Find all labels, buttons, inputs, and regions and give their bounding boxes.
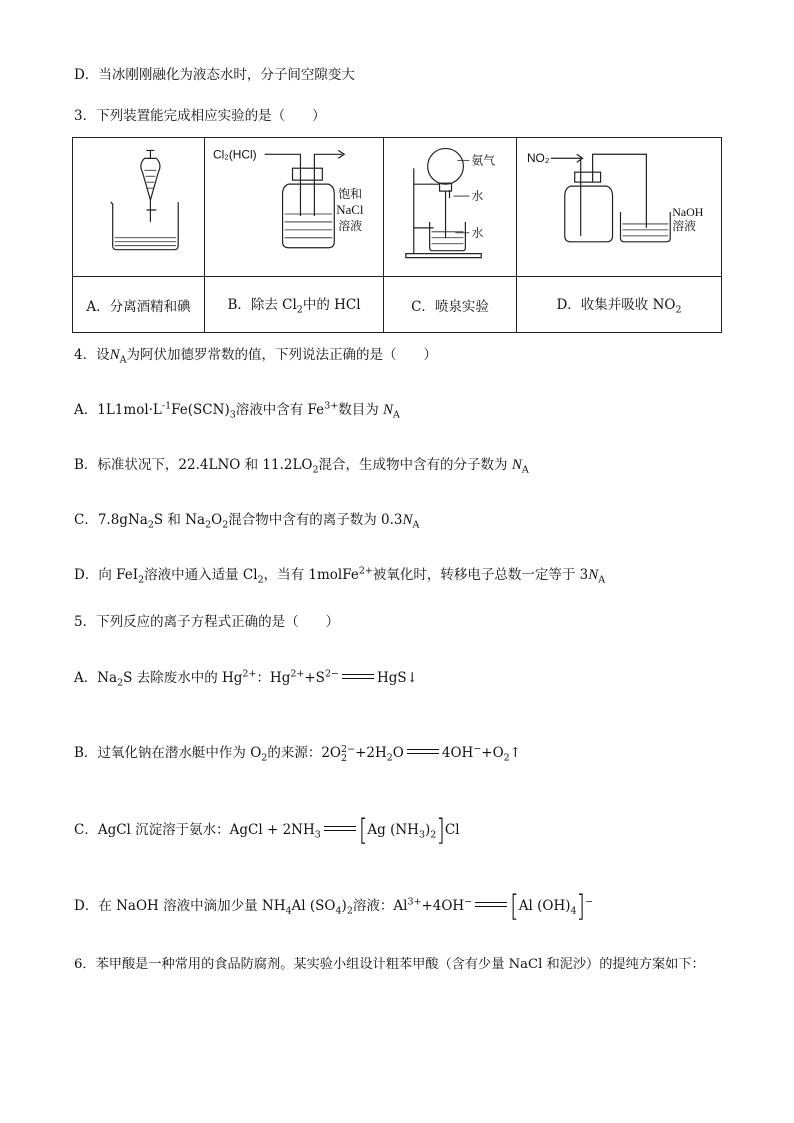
d-label-1: NaOH [672,204,704,219]
c-label-1: 氨气 [471,153,496,168]
q4-option-d: D．向 FeI$_2$溶液中通入适量 $Cl_2$，当有 1molFe$^{2+}$被氧化时，转移电子总数一定等于 $3N_A$ [74,565,606,586]
q5-option-c: C．AgCl 沉淀溶于氨水：AgCl + $2NH_3$ [Ag $(NH_3)_2]Cl$ [74,814,460,849]
q6-stem: 6．苯甲酸是一种常用的食品防腐剂。某实验小组设计粗苯甲酸（含有少量 NaCl 和泥沙）的提纯方案如下： [74,957,705,972]
q4-option-a: A．$1L1mol\cdot L^{-1}Fe(SCN)_3$溶液中含有 $Fe^{3+}$数目为 $N_A$ [74,400,400,421]
q5-stem: 5．下列反应的离子方程式正确的是（ ） [74,614,340,630]
caption-b: B．除去 $Cl_2$中的 HCl [205,277,384,333]
caption-c: C．喷泉实验 [384,277,517,333]
equals-sign [407,749,439,754]
apparatus-d-cell [517,138,722,277]
equals-sign [342,674,374,679]
separatory-funnel-figure [73,138,204,276]
b-label-3: 溶液 [338,218,363,233]
b-label-2: NaCl [336,201,364,217]
q5-option-d: D．在 NaOH 溶液中滴加少量 $NH_4Al$ $(SO_4)_2$溶液：$Al^{3+}+4OH^-$ [Al $(OH)_4]^-$ [74,890,594,925]
fountain-experiment-figure [384,138,516,276]
q4-option-b: B．标准状况下，22.4LNO 和 $11.2LO_2$混合，生成物中含有的分子数为 $N_A$ [74,457,529,476]
caption-d: D．收集并吸收 $NO_2$ [517,277,722,333]
caption-a: A．分离酒精和碘 [73,277,205,333]
equals-sign [324,826,356,831]
q2-option-d: D．当冰刚刚融化为液态水时，分子间空隙变大 [74,67,355,83]
c-label-3: 水 [471,225,484,240]
q3-stem: 3．下列装置能完成相应实验的是（ ） [74,108,326,124]
c-label-2: 水 [471,189,484,204]
no2-collection-figure [517,138,721,276]
b-gas-label: Cl₂(HCl) [212,147,257,162]
q4-option-c: C．7.8gNa$_2$S 和 $Na_2O_2$混合物中含有的离子数为 $0.3N_A$ [74,512,420,531]
q5-option-b: B．过氧化钠在潜水艇中作为 $O_2$的来源：$2O_2^{2-}+2H_2O$ $4OH^-+O_2↑$ [74,743,522,764]
apparatus-b-cell [205,138,384,277]
q4-stem: 4．设$N_A$为阿伏加德罗常数的值，下列说法正确的是（ ） [74,347,437,366]
apparatus-c-cell [384,138,517,277]
gas-washing-bottle-figure [205,138,383,276]
b-label-1: 饱和 [338,187,363,202]
d-label-2: 溶液 [672,218,697,233]
equals-sign [475,902,507,907]
q5-option-a: A．$Na_2S$ 去除废水中的 $Hg^{2+}$：$Hg^{2+}+S^{2-}$ HgS↓ [74,668,418,689]
d-gas-label: NO₂ [526,151,550,166]
apparatus-a-cell [73,138,205,277]
q3-apparatus-table [72,137,722,333]
